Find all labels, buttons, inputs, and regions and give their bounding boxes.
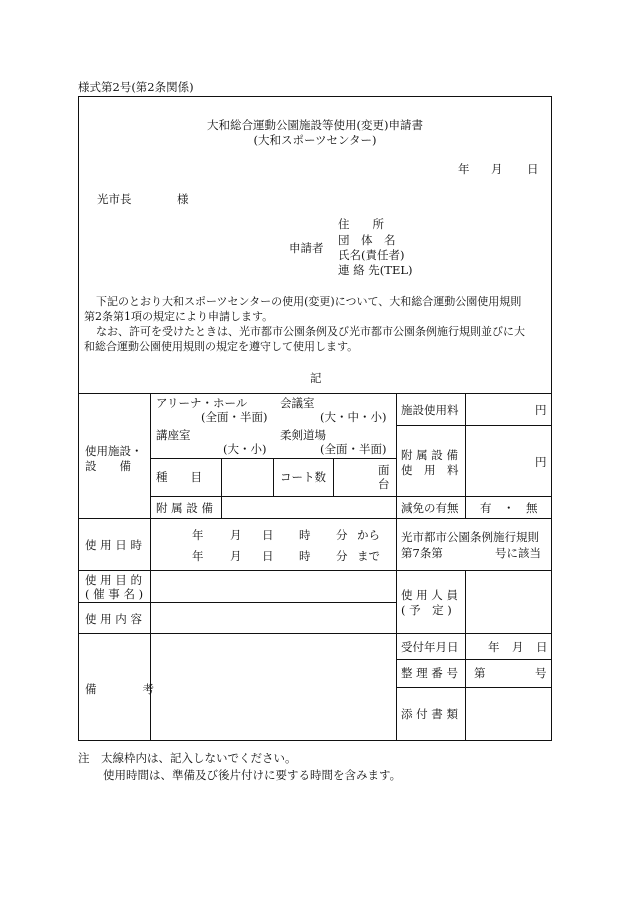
addressee-sama: 様: [177, 192, 189, 206]
note-2: 使用時間は、準備及び後片付けに要する時間を含みます。: [103, 768, 402, 782]
lecture-options: (大・小): [223, 442, 267, 456]
persons-label-2: ( 予 定 ): [401, 603, 452, 617]
body-line-1: 下記のとおり大和スポーツセンターの使用(変更)について、大和総合運動公園使用規則: [96, 295, 522, 308]
court-unit-men: 面: [378, 463, 390, 477]
date-row1-from: から: [357, 528, 380, 542]
attachments-label: 添 付 書 類: [401, 707, 458, 721]
remarks-label: 備 考: [85, 682, 154, 696]
date-year: 年: [458, 162, 470, 176]
date-row2-until: まで: [357, 549, 380, 563]
date-row1-minute: 分: [336, 528, 348, 542]
court-type-label: 種 目: [156, 470, 202, 484]
applicant-contact: 連 絡 先(TEL): [338, 263, 413, 277]
date-day: 日: [527, 162, 539, 176]
equipment-label: 附 属 設 備: [156, 501, 213, 515]
exemption-label: 減免の有無: [401, 501, 459, 515]
content-label: 使 用 内 容: [85, 612, 142, 626]
kendo-options: (全面・半面): [320, 442, 387, 456]
serial-number-label: 整 理 番 号: [401, 666, 458, 680]
date-row1-year: 年: [192, 528, 204, 542]
facility-label-1: 使用施設・: [85, 444, 143, 458]
addressee-name: 光市長: [97, 192, 132, 206]
use-date-label: 使 用 日 時: [85, 538, 142, 552]
form-subtitle: (大和スポーツセンター): [253, 133, 377, 147]
date-row2-month: 月: [230, 549, 242, 563]
applicant-name: 氏名(責任者): [338, 248, 405, 262]
purpose-label-2: ( 催 事 名 ): [85, 587, 144, 601]
date-row1-hour: 時: [299, 528, 311, 542]
date-row1-month: 月: [230, 528, 242, 542]
body-line-4: 和総合運動公園使用規則の規定を遵守して使用します。: [84, 340, 359, 353]
arena-options: (全面・半面): [201, 410, 268, 424]
court-count-label: コート数: [280, 470, 326, 484]
exemption-value: 有 ・ 無: [480, 501, 538, 515]
date-row2-day: 日: [262, 549, 274, 563]
rule-reference-1: 光市都市公園条例施行規則: [401, 530, 539, 544]
lecture-label: 講座室: [156, 428, 191, 442]
date-row2-hour: 時: [299, 549, 311, 563]
facility-fee-yen: 円: [535, 403, 547, 417]
form-title: 大和総合運動公園施設等使用(変更)申請書: [207, 118, 423, 132]
serial-number-dai: 第: [474, 666, 486, 680]
ki-mark: 記: [310, 371, 322, 385]
body-line-2: 第2条第1項の規定により申請します。: [84, 310, 274, 323]
kendo-label: 柔剣道場: [280, 428, 326, 442]
date-row2-minute: 分: [336, 549, 348, 563]
date-row1-day: 日: [262, 528, 274, 542]
received-day: 日: [536, 640, 548, 654]
equipment-fee-yen: 円: [535, 455, 547, 469]
form-number: 様式第2号(第2条関係): [78, 80, 194, 94]
serial-number-go: 号: [535, 666, 547, 680]
received-year: 年: [488, 640, 500, 654]
applicant-group: 団 体 名: [338, 233, 396, 247]
note-1: 注 太線枠内は、記入しないでください。: [78, 751, 297, 765]
facility-fee-label: 施設使用料: [401, 403, 459, 417]
purpose-label-1: 使 用 目 的: [85, 573, 142, 587]
equipment-fee-label-2: 使 用 料: [401, 463, 459, 477]
persons-label-1: 使 用 人 員: [401, 588, 458, 602]
applicant-address: 住 所: [338, 217, 384, 231]
equipment-fee-label-1: 附 属 設 備: [401, 448, 458, 462]
facility-label-2: 設 備: [85, 459, 131, 473]
applicant-label: 申請者: [289, 241, 324, 255]
body-line-3: なお、許可を受けたときは、光市都市公園条例及び光市都市公園条例施行規則並びに大: [96, 325, 525, 338]
rule-reference-2a: 第7条第: [401, 546, 443, 560]
date-row2-year: 年: [192, 549, 204, 563]
received-month: 月: [512, 640, 524, 654]
rule-reference-2b: 号に該当: [495, 546, 541, 560]
meeting-options: (大・中・小): [320, 410, 387, 424]
arena-label: アリーナ・ホール: [156, 396, 248, 410]
date-month: 月: [491, 162, 503, 176]
court-unit-dai: 台: [378, 477, 390, 491]
meeting-label: 会議室: [280, 396, 315, 410]
received-date-label: 受付年月日: [401, 640, 459, 654]
